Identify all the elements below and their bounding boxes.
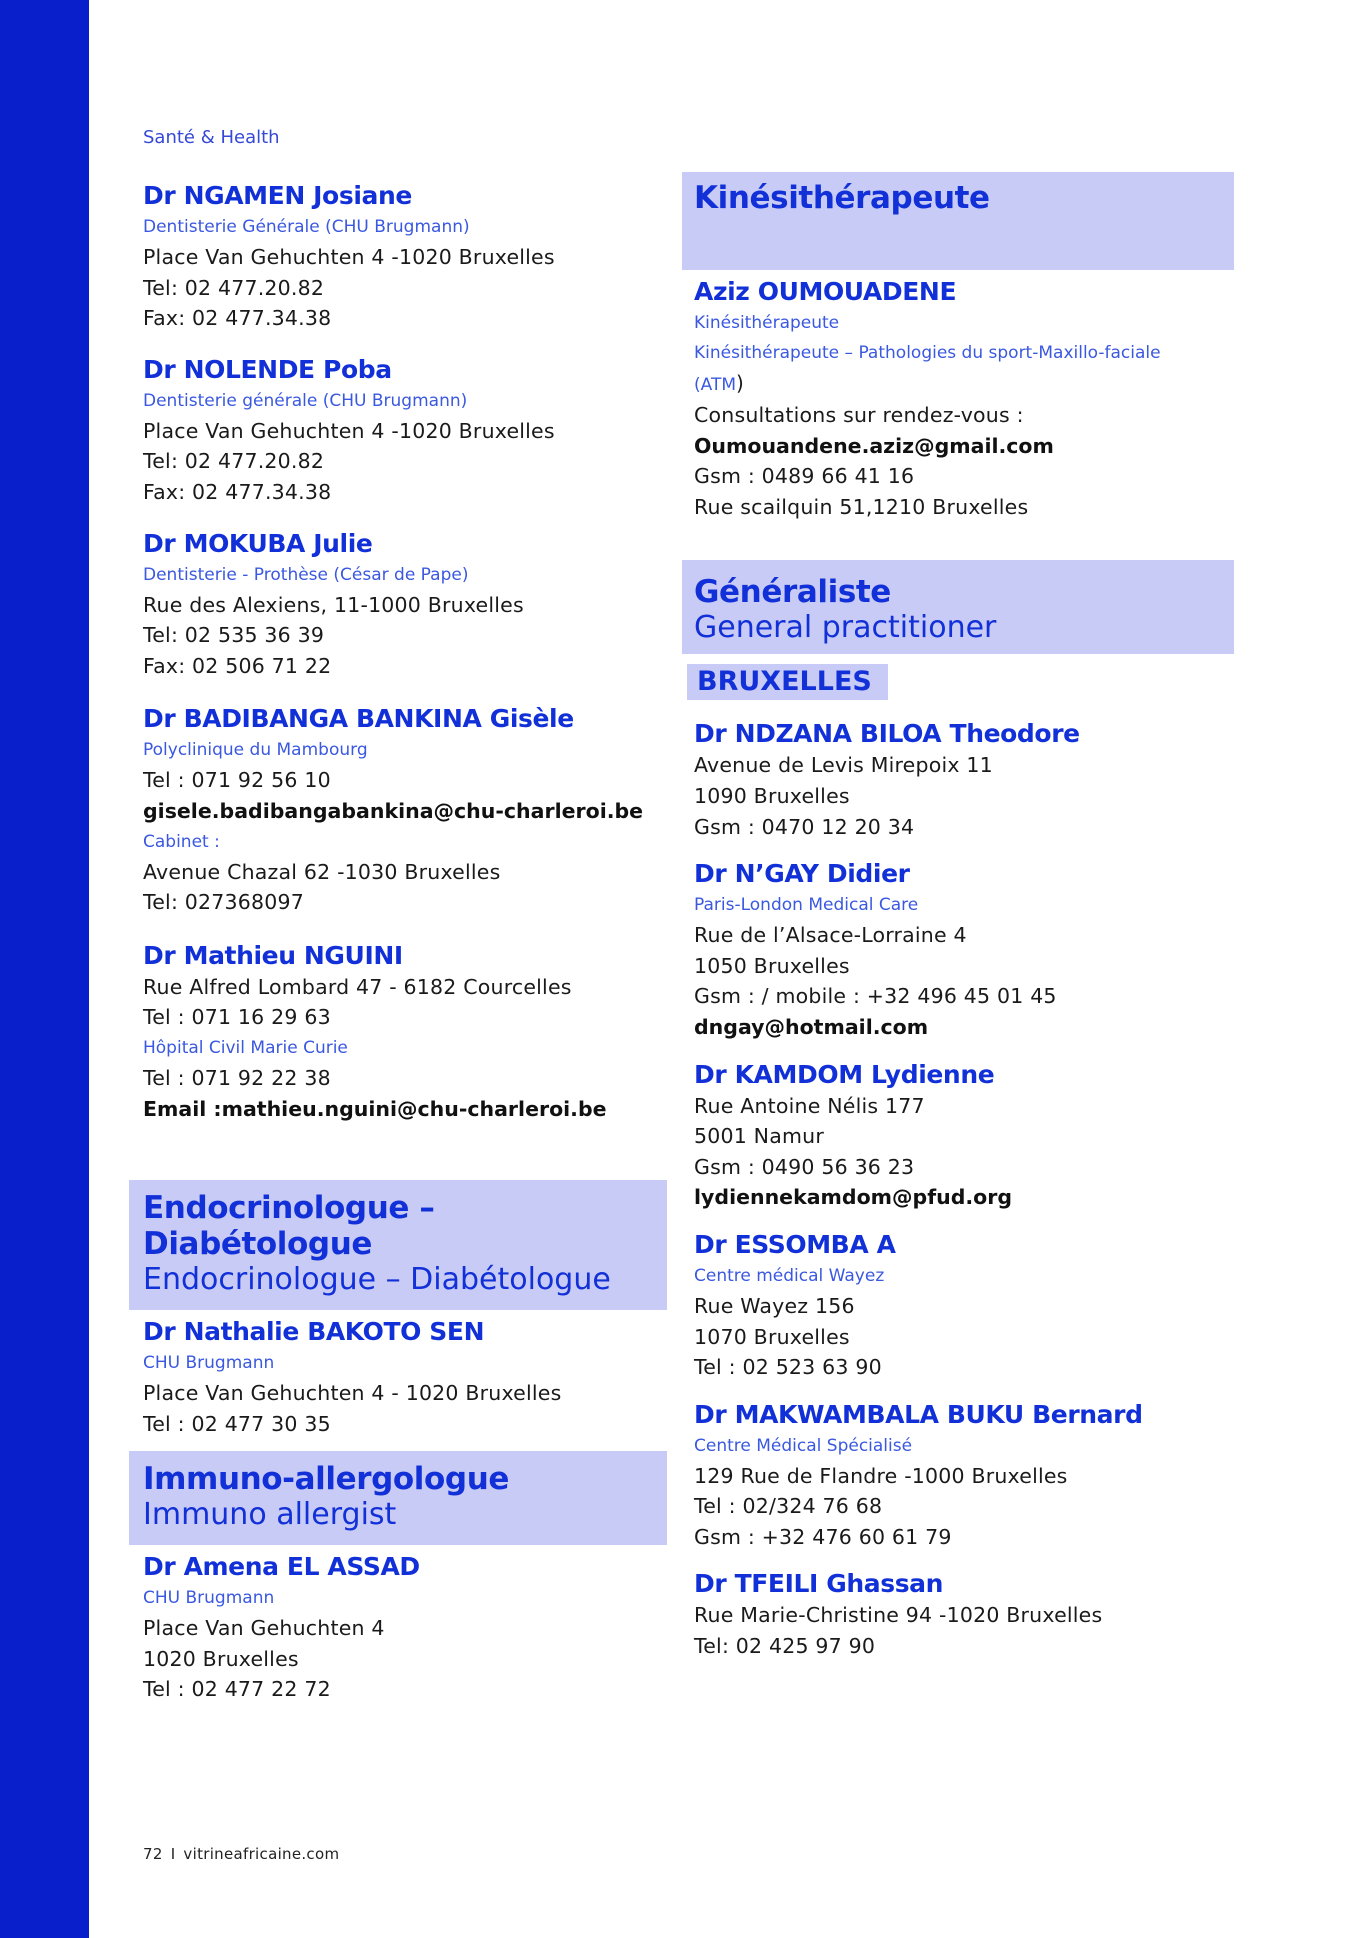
section-header-immuno — [129, 1451, 667, 1545]
doctor-entry — [143, 1551, 673, 1705]
address-city: 1050 Bruxelles — [694, 953, 850, 978]
phone: Tel : 02/324 76 68 — [694, 1494, 883, 1519]
doctor-specialty: Kinésithérapeute — [694, 313, 840, 333]
address-city: 1090 Bruxelles — [694, 783, 850, 808]
doctor-entry — [682, 276, 1222, 522]
doctor-specialty-detail: Kinésithérapeute – Pathologies du sport-Maxillo-faciale — [694, 343, 1161, 363]
doctor-name: Dr TFEILI Ghassan — [694, 1569, 944, 1599]
address: Rue Alfred Lombard 47 - 6182 Courcelles — [143, 974, 572, 999]
gsm: Gsm : +32 476 60 61 79 — [694, 1524, 952, 1549]
doctor-entry — [143, 1316, 673, 1439]
footer-separator: I — [170, 1845, 176, 1863]
email-link[interactable]: Oumouandene.aziz@gmail.com — [694, 433, 1054, 458]
right-column — [682, 172, 1222, 1686]
section-title: Généraliste — [694, 574, 891, 611]
doctor-name: Dr N’GAY Didier — [694, 859, 910, 889]
phone: Tel: 02 535 36 39 — [143, 623, 325, 648]
doctor-name: Dr ESSOMBA A — [694, 1229, 896, 1259]
doctor-specialty: Dentisterie générale (CHU Brugmann) — [143, 390, 468, 411]
doctor-entry — [143, 703, 673, 917]
address: Place Van Gehuchten 4 -1020 Bruxelles — [143, 245, 555, 269]
doctor-name: Dr NOLENDE Poba — [143, 354, 392, 384]
email-link[interactable]: lydiennekamdom@pfud.org — [694, 1185, 1013, 1210]
doctor-clinic: Centre médical Wayez — [694, 1265, 885, 1286]
section-label: Santé & Health — [143, 127, 280, 148]
appointment-note: Consultations sur rendez-vous : — [694, 403, 1024, 427]
doctor-entry — [682, 1059, 1222, 1213]
doctor-name: Aziz OUMOUADENE — [694, 277, 957, 306]
address: Place Van Gehuchten 4 -1020 Bruxelles — [143, 418, 555, 443]
phone: Tel : 02 477 30 35 — [143, 1411, 331, 1436]
phone: Tel: 02 477.20.82 — [143, 449, 325, 474]
cabinet-label: Cabinet : — [143, 831, 220, 852]
phone: Tel : 071 16 29 63 — [143, 1005, 331, 1030]
doctor-name: Dr BADIBANGA BANKINA Gisèle — [143, 704, 574, 734]
doctor-clinic: Polyclinique du Mambourg — [143, 740, 368, 761]
phone: Tel : 071 92 22 38 — [143, 1065, 331, 1090]
gsm: Gsm : 0489 66 41 16 — [694, 464, 915, 489]
doctor-name: Dr MAKWAMBALA BUKU Bernard — [694, 1399, 1143, 1429]
doctor-name: Dr NGAMEN Josiane — [143, 181, 412, 210]
doctor-entry — [143, 528, 673, 682]
doctor-entry — [143, 180, 673, 334]
address: Rue scailquin 51,1210 Bruxelles — [694, 494, 1029, 519]
sidebar-stripe — [0, 0, 89, 1938]
email-link[interactable]: gisele.badibangabankina@chu-charleroi.be — [143, 798, 644, 823]
doctor-entry — [682, 858, 1222, 1042]
doctor-clinic: Hôpital Civil Marie Curie — [143, 1037, 348, 1058]
address-city: 5001 Namur — [694, 1124, 824, 1149]
address: Avenue de Levis Mirepoix 11 — [694, 753, 993, 778]
doctor-entry — [143, 940, 673, 1124]
phone: Tel : 071 92 56 10 — [143, 768, 331, 793]
footer-site-link[interactable]: vitrineafricaine.com — [183, 1845, 340, 1863]
doctor-clinic: Paris-London Medical Care — [694, 895, 919, 916]
address-city: 1020 Bruxelles — [143, 1646, 299, 1671]
address: Place Van Gehuchten 4 - 1020 Bruxelles — [143, 1381, 562, 1406]
section-header-kine — [682, 172, 1234, 270]
fax: Fax: 02 477.34.38 — [143, 479, 332, 504]
doctor-specialty: Dentisterie - Prothèse (César de Pape) — [143, 564, 469, 585]
email-link[interactable]: dngay@hotmail.com — [694, 1014, 929, 1039]
email-link[interactable]: Email :mathieu.nguini@chu-charleroi.be — [143, 1096, 607, 1121]
doctor-name: Dr NDZANA BILOA Theodore — [694, 719, 1080, 749]
doctor-clinic: CHU Brugmann — [143, 1353, 275, 1374]
address-city: 1070 Bruxelles — [694, 1324, 850, 1349]
fax: Fax: 02 477.34.38 — [143, 306, 332, 331]
doctor-entry — [682, 1399, 1222, 1553]
doctor-specialty-atm — [694, 368, 1222, 400]
left-column — [143, 180, 673, 1729]
page-number: 72 — [143, 1845, 163, 1863]
doctor-name: Dr Mathieu NGUINI — [143, 940, 403, 970]
doctor-entry — [682, 718, 1222, 842]
phone: Tel : 02 477 22 72 — [143, 1677, 331, 1702]
section-subtitle: Endocrinologue – Diabétologue — [143, 1262, 611, 1298]
section-header-generaliste — [682, 560, 1234, 654]
doctor-entry — [143, 354, 673, 508]
section-subtitle: Immuno allergist — [143, 1497, 397, 1533]
phone: Tel: 02 477.20.82 — [143, 275, 325, 300]
address: 129 Rue de Flandre -1000 Bruxelles — [694, 1463, 1068, 1488]
address: Place Van Gehuchten 4 — [143, 1616, 385, 1641]
doctor-name: Dr Amena EL ASSAD — [143, 1552, 420, 1582]
doctor-specialty: Dentisterie Générale (CHU Brugmann) — [143, 217, 470, 237]
atm-close: ) — [736, 371, 744, 395]
address: Rue Wayez 156 — [694, 1293, 855, 1318]
section-title: Endocrinologue – Diabétologue — [143, 1190, 435, 1263]
doctor-name: Dr Nathalie BAKOTO SEN — [143, 1317, 485, 1347]
phone: Tel: 027368097 — [143, 890, 304, 915]
fax: Fax: 02 506 71 22 — [143, 653, 332, 678]
atm-label: (ATM — [694, 375, 736, 395]
gsm: Gsm : 0490 56 36 23 — [694, 1154, 915, 1179]
doctor-name: Dr MOKUBA Julie — [143, 528, 373, 558]
doctor-clinic: Centre Médical Spécialisé — [694, 1435, 913, 1456]
address: Rue Antoine Nélis 177 — [694, 1093, 925, 1118]
section-title: Immuno-allergologue — [143, 1461, 510, 1498]
doctor-entry — [682, 1229, 1222, 1383]
section-subtitle: General practitioner — [694, 610, 997, 646]
doctor-clinic: CHU Brugmann — [143, 1588, 275, 1609]
city-label: BRUXELLES — [687, 664, 888, 700]
doctor-name: Dr KAMDOM Lydienne — [694, 1059, 995, 1089]
phone: Tel: 02 425 97 90 — [694, 1634, 876, 1659]
section-title: Kinésithérapeute — [694, 180, 990, 216]
address: Rue Marie-Christine 94 -1020 Bruxelles — [694, 1603, 1103, 1628]
address: Rue de l’Alsace-Lorraine 4 — [694, 923, 967, 948]
address: Avenue Chazal 62 -1030 Bruxelles — [143, 859, 501, 884]
section-header-endocrino — [129, 1180, 667, 1310]
doctor-entry — [682, 1568, 1222, 1661]
gsm: Gsm : 0470 12 20 34 — [694, 814, 915, 839]
page-footer — [143, 1845, 339, 1863]
gsm: Gsm : / mobile : +32 496 45 01 45 — [694, 984, 1057, 1009]
phone: Tel : 02 523 63 90 — [694, 1355, 882, 1380]
address: Rue des Alexiens, 11-1000 Bruxelles — [143, 592, 524, 617]
